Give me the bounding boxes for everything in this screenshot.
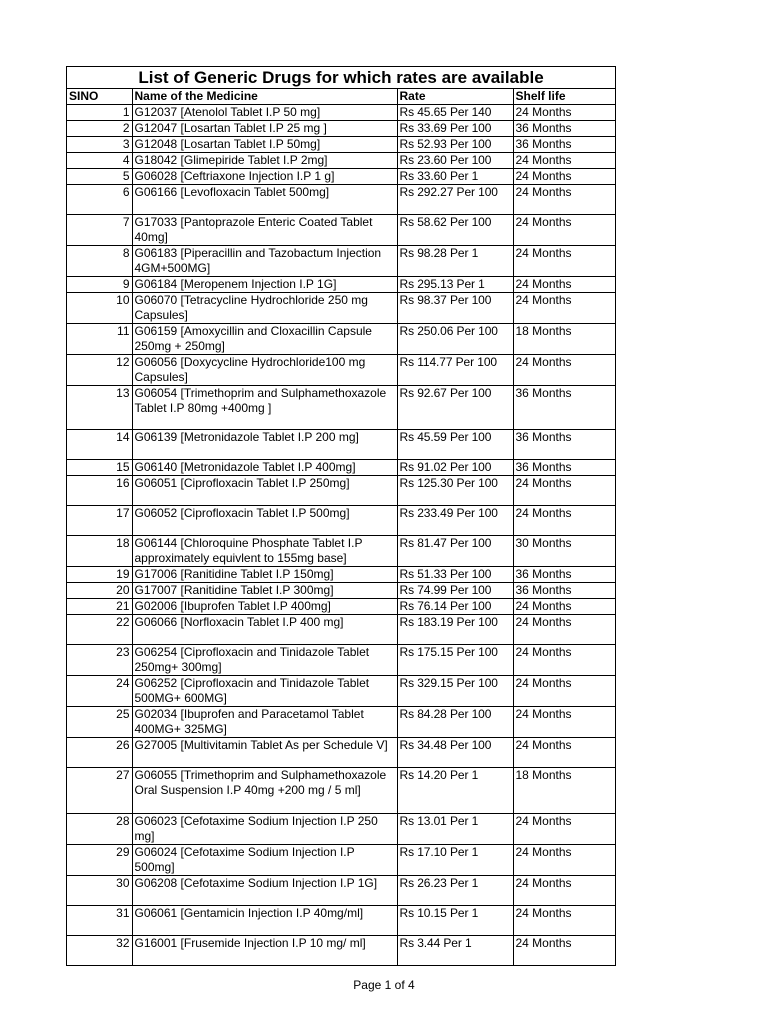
cell-medicine-name: G06144 [Chloroquine Phosphate Tablet I.P approximately equivlent to 155mg base] — [132, 536, 397, 567]
cell-sino: 24 — [67, 676, 132, 707]
cell-medicine-name: G06055 [Trimethoprim and Sulphamethoxazole Oral Suspension I.P 40mg +200 mg / 5 ml] — [132, 768, 397, 814]
cell-rate: Rs 26.23 Per 1 — [397, 876, 513, 906]
table-row — [67, 615, 615, 645]
cell-rate: Rs 51.33 Per 100 — [397, 567, 513, 583]
cell-rate: Rs 52.93 Per 100 — [397, 137, 513, 153]
cell-rate: Rs 292.27 Per 100 — [397, 185, 513, 215]
table-row — [67, 814, 615, 845]
table-row — [67, 567, 615, 583]
cell-sino: 8 — [67, 246, 132, 277]
cell-shelf-life: 24 Months — [513, 153, 615, 169]
cell-rate: Rs 233.49 Per 100 — [397, 506, 513, 536]
page-title: List of Generic Drugs for which rates are available — [67, 67, 615, 89]
cell-sino: 2 — [67, 121, 132, 137]
cell-shelf-life: 36 Months — [513, 460, 615, 476]
cell-sino: 13 — [67, 386, 132, 430]
cell-rate: Rs 58.62 Per 100 — [397, 215, 513, 246]
cell-medicine-name: G06184 [Meropenem Injection I.P 1G] — [132, 277, 397, 293]
header-sino: SINO — [67, 89, 132, 105]
cell-sino: 17 — [67, 506, 132, 536]
cell-shelf-life: 24 Months — [513, 169, 615, 185]
cell-medicine-name: G06056 [Doxycycline Hydrochloride100 mg Capsules] — [132, 355, 397, 386]
page-footer: Page 1 of 4 — [353, 978, 415, 992]
cell-sino: 27 — [67, 768, 132, 814]
table-row — [67, 105, 615, 121]
cell-rate: Rs 183.19 Per 100 — [397, 615, 513, 645]
cell-sino: 22 — [67, 615, 132, 645]
table-row — [67, 506, 615, 536]
cell-rate: Rs 33.60 Per 1 — [397, 169, 513, 185]
cell-medicine-name: G02034 [Ibuprofen and Paracetamol Tablet 400MG+ 325MG] — [132, 707, 397, 738]
cell-medicine-name: G02006 [Ibuprofen Tablet I.P 400mg] — [132, 599, 397, 615]
cell-sino: 21 — [67, 599, 132, 615]
cell-rate: Rs 98.37 Per 100 — [397, 293, 513, 324]
cell-shelf-life: 24 Months — [513, 355, 615, 386]
cell-medicine-name: G27005 [Multivitamin Tablet As per Schedule V] — [132, 738, 397, 768]
cell-shelf-life: 24 Months — [513, 814, 615, 845]
cell-sino: 32 — [67, 936, 132, 966]
cell-rate: Rs 45.59 Per 100 — [397, 430, 513, 460]
table-row — [67, 153, 615, 169]
table-row — [67, 324, 615, 355]
cell-shelf-life: 24 Months — [513, 246, 615, 277]
cell-medicine-name: G12047 [Losartan Tablet I.P 25 mg ] — [132, 121, 397, 137]
cell-medicine-name: G06166 [Levofloxacin Tablet 500mg] — [132, 185, 397, 215]
cell-rate: Rs 33.69 Per 100 — [397, 121, 513, 137]
cell-rate: Rs 10.15 Per 1 — [397, 906, 513, 936]
header-name: Name of the Medicine — [132, 89, 397, 105]
cell-shelf-life: 24 Months — [513, 615, 615, 645]
cell-shelf-life: 36 Months — [513, 386, 615, 430]
table-row — [67, 707, 615, 738]
cell-shelf-life: 36 Months — [513, 583, 615, 599]
table-row — [67, 215, 615, 246]
cell-shelf-life: 24 Months — [513, 876, 615, 906]
cell-sino: 20 — [67, 583, 132, 599]
cell-sino: 29 — [67, 845, 132, 876]
cell-medicine-name: G18042 [Glimepiride Tablet I.P 2mg] — [132, 153, 397, 169]
table-row — [67, 355, 615, 386]
cell-sino: 3 — [67, 137, 132, 153]
cell-shelf-life: 24 Months — [513, 707, 615, 738]
cell-medicine-name: G06054 [Trimethoprim and Sulphamethoxazole Tablet I.P 80mg +400mg ] — [132, 386, 397, 430]
cell-medicine-name: G06254 [Ciprofloxacin and Tinidazole Tablet 250mg+ 300mg] — [132, 645, 397, 676]
table-row — [67, 137, 615, 153]
cell-sino: 10 — [67, 293, 132, 324]
cell-medicine-name: G12037 [Atenolol Tablet I.P 50 mg] — [132, 105, 397, 121]
cell-shelf-life: 24 Months — [513, 845, 615, 876]
cell-shelf-life: 24 Months — [513, 936, 615, 966]
cell-sino: 12 — [67, 355, 132, 386]
cell-medicine-name: G06066 [Norfloxacin Tablet I.P 400 mg] — [132, 615, 397, 645]
cell-rate: Rs 34.48 Per 100 — [397, 738, 513, 768]
cell-rate: Rs 17.10 Per 1 — [397, 845, 513, 876]
cell-medicine-name: G06028 [Ceftriaxone Injection I.P 1 g] — [132, 169, 397, 185]
cell-rate: Rs 295.13 Per 1 — [397, 277, 513, 293]
cell-sino: 7 — [67, 215, 132, 246]
cell-shelf-life: 24 Months — [513, 906, 615, 936]
cell-rate: Rs 175.15 Per 100 — [397, 645, 513, 676]
cell-rate: Rs 98.28 Per 1 — [397, 246, 513, 277]
table-row — [67, 645, 615, 676]
table-row — [67, 169, 615, 185]
table-row — [67, 906, 615, 936]
cell-shelf-life: 24 Months — [513, 676, 615, 707]
cell-shelf-life: 24 Months — [513, 599, 615, 615]
table-row — [67, 476, 615, 506]
cell-sino: 19 — [67, 567, 132, 583]
table-row — [67, 386, 615, 430]
cell-sino: 23 — [67, 645, 132, 676]
cell-rate: Rs 76.14 Per 100 — [397, 599, 513, 615]
cell-shelf-life: 36 Months — [513, 567, 615, 583]
table-row — [67, 185, 615, 215]
table-row — [67, 768, 615, 814]
cell-sino: 16 — [67, 476, 132, 506]
cell-medicine-name: G06208 [Cefotaxime Sodium Injection I.P 1G] — [132, 876, 397, 906]
table-body — [67, 105, 615, 966]
cell-medicine-name: G06023 [Cefotaxime Sodium Injection I.P 250 mg] — [132, 814, 397, 845]
table-row — [67, 876, 615, 906]
drug-table — [67, 89, 615, 966]
header-shelf-life: Shelf life — [513, 89, 615, 105]
header-row — [67, 89, 615, 105]
cell-medicine-name: G06061 [Gentamicin Injection I.P 40mg/ml] — [132, 906, 397, 936]
cell-rate: Rs 13.01 Per 1 — [397, 814, 513, 845]
table-row — [67, 460, 615, 476]
cell-shelf-life: 30 Months — [513, 536, 615, 567]
cell-medicine-name: G06252 [Ciprofloxacin and Tinidazole Tablet 500MG+ 600MG] — [132, 676, 397, 707]
cell-rate: Rs 81.47 Per 100 — [397, 536, 513, 567]
cell-sino: 11 — [67, 324, 132, 355]
table-row — [67, 246, 615, 277]
cell-medicine-name: G06070 [Tetracycline Hydrochloride 250 mg Capsules] — [132, 293, 397, 324]
cell-sino: 14 — [67, 430, 132, 460]
cell-rate: Rs 14.20 Per 1 — [397, 768, 513, 814]
cell-rate: Rs 23.60 Per 100 — [397, 153, 513, 169]
cell-rate: Rs 92.67 Per 100 — [397, 386, 513, 430]
cell-rate: Rs 84.28 Per 100 — [397, 707, 513, 738]
table-row — [67, 121, 615, 137]
cell-medicine-name: G06139 [Metronidazole Tablet I.P 200 mg] — [132, 430, 397, 460]
table-row — [67, 845, 615, 876]
cell-rate: Rs 3.44 Per 1 — [397, 936, 513, 966]
table-row — [67, 293, 615, 324]
drug-list-sheet — [66, 66, 616, 966]
cell-medicine-name: G06183 [Piperacillin and Tazobactum Injection 4GM+500MG] — [132, 246, 397, 277]
cell-sino: 31 — [67, 906, 132, 936]
table-row — [67, 536, 615, 567]
cell-medicine-name: G17006 [Ranitidine Tablet I.P 150mg] — [132, 567, 397, 583]
cell-shelf-life: 24 Months — [513, 293, 615, 324]
cell-sino: 28 — [67, 814, 132, 845]
cell-rate: Rs 114.77 Per 100 — [397, 355, 513, 386]
cell-rate: Rs 250.06 Per 100 — [397, 324, 513, 355]
cell-rate: Rs 91.02 Per 100 — [397, 460, 513, 476]
table-row — [67, 599, 615, 615]
cell-sino: 25 — [67, 707, 132, 738]
cell-shelf-life: 24 Months — [513, 476, 615, 506]
cell-shelf-life: 24 Months — [513, 738, 615, 768]
cell-shelf-life: 24 Months — [513, 185, 615, 215]
table-row — [67, 936, 615, 966]
cell-medicine-name: G17033 [Pantoprazole Enteric Coated Tablet 40mg] — [132, 215, 397, 246]
cell-rate: Rs 329.15 Per 100 — [397, 676, 513, 707]
cell-medicine-name: G16001 [Frusemide Injection I.P 10 mg/ ml] — [132, 936, 397, 966]
cell-shelf-life: 36 Months — [513, 137, 615, 153]
cell-shelf-life: 24 Months — [513, 215, 615, 246]
cell-sino: 26 — [67, 738, 132, 768]
cell-medicine-name: G06052 [Ciprofloxacin Tablet I.P 500mg] — [132, 506, 397, 536]
cell-shelf-life: 18 Months — [513, 324, 615, 355]
table-row — [67, 583, 615, 599]
cell-medicine-name: G12048 [Losartan Tablet I.P 50mg] — [132, 137, 397, 153]
table-row — [67, 738, 615, 768]
cell-sino: 18 — [67, 536, 132, 567]
cell-shelf-life: 24 Months — [513, 645, 615, 676]
table-row — [67, 277, 615, 293]
cell-shelf-life: 24 Months — [513, 277, 615, 293]
cell-sino: 30 — [67, 876, 132, 906]
cell-sino: 4 — [67, 153, 132, 169]
cell-rate: Rs 125.30 Per 100 — [397, 476, 513, 506]
cell-sino: 5 — [67, 169, 132, 185]
cell-shelf-life: 24 Months — [513, 506, 615, 536]
cell-shelf-life: 36 Months — [513, 121, 615, 137]
cell-medicine-name: G06140 [Metronidazole Tablet I.P 400mg] — [132, 460, 397, 476]
cell-shelf-life: 24 Months — [513, 105, 615, 121]
cell-rate: Rs 74.99 Per 100 — [397, 583, 513, 599]
cell-sino: 9 — [67, 277, 132, 293]
header-rate: Rate — [397, 89, 513, 105]
cell-sino: 15 — [67, 460, 132, 476]
table-row — [67, 430, 615, 460]
cell-sino: 6 — [67, 185, 132, 215]
cell-medicine-name: G06024 [Cefotaxime Sodium Injection I.P 500mg] — [132, 845, 397, 876]
cell-medicine-name: G17007 [Ranitidine Tablet I.P 300mg] — [132, 583, 397, 599]
cell-sino: 1 — [67, 105, 132, 121]
cell-shelf-life: 36 Months — [513, 430, 615, 460]
cell-medicine-name: G06159 [Amoxycillin and Cloxacillin Capsule 250mg + 250mg] — [132, 324, 397, 355]
cell-rate: Rs 45.65 Per 140 — [397, 105, 513, 121]
table-row — [67, 676, 615, 707]
cell-medicine-name: G06051 [Ciprofloxacin Tablet I.P 250mg] — [132, 476, 397, 506]
cell-shelf-life: 18 Months — [513, 768, 615, 814]
